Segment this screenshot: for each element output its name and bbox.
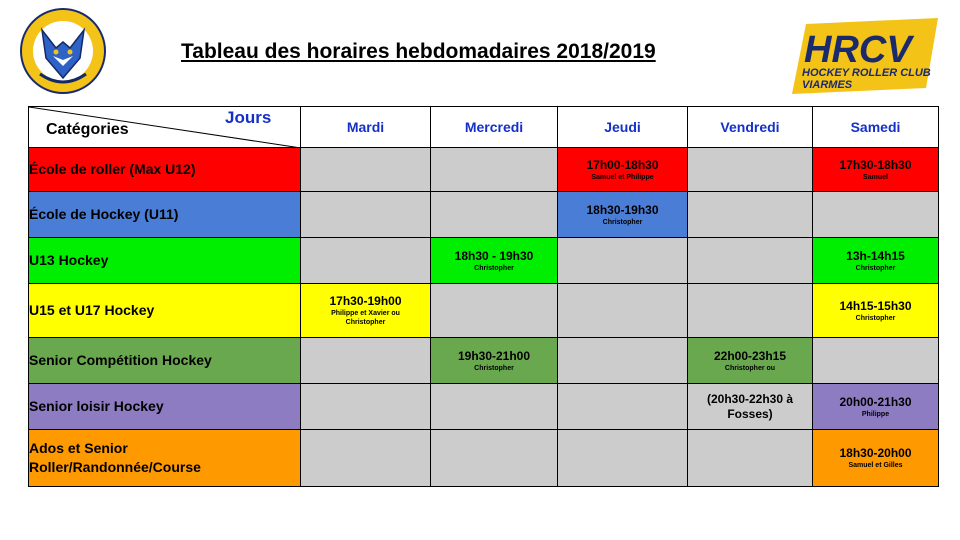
schedule-row: [29, 148, 939, 192]
slot-coach: Christopher: [855, 264, 896, 272]
schedule-slot: [301, 238, 431, 284]
category-label: U13 Hockey: [29, 252, 109, 268]
schedule-slot: [301, 430, 431, 487]
schedule-slot: [558, 192, 688, 238]
club-logo-hrcv: [792, 18, 938, 94]
schedule-slot: [688, 338, 813, 384]
schedule-slot: [558, 238, 688, 284]
slot-time: 18h30-20h00: [839, 446, 912, 460]
category-label: École de Hockey (U11): [29, 206, 179, 222]
schedule-slot: [558, 384, 688, 430]
days-label: Jours: [225, 108, 272, 127]
schedule-slot: [688, 384, 813, 430]
category-label: Senior Compétition Hockey: [29, 352, 212, 368]
schedule-slot: [813, 192, 939, 238]
schedule-slot: [688, 192, 813, 238]
slot-coach: Christopher: [474, 264, 514, 272]
category-cell: [29, 238, 301, 284]
slot-time: 20h00-21h30: [839, 394, 912, 409]
day-header-mercredi: Mercredi: [431, 107, 558, 148]
schedule-row: [29, 284, 939, 338]
slot-time: 17h30-19h00: [329, 294, 402, 308]
logo-hrcv-line1: HOCKEY ROLLER CLUB: [802, 67, 931, 79]
slot-time: 13h-14h15: [846, 248, 905, 263]
schedule-slot: [813, 338, 939, 384]
schedule-slot: [431, 430, 558, 487]
category-cell: [29, 430, 301, 487]
schedule-row: [29, 430, 939, 487]
category-cell: [29, 338, 301, 384]
schedule-slot: [558, 148, 688, 192]
schedule-slot: [813, 430, 939, 487]
category-label: Ados et Senior Roller/Randonnée/Course: [29, 440, 201, 475]
schedule-slot: [431, 238, 558, 284]
schedule-slot: [301, 284, 431, 338]
day-header-mardi: Mardi: [301, 107, 431, 148]
slot-coach: Samuel et Gilles: [848, 462, 903, 469]
schedule-row: [29, 238, 939, 284]
schedule-slot: [813, 284, 939, 338]
slot-time: 19h30-21h00: [457, 348, 531, 363]
schedule-slot: [431, 148, 558, 192]
club-logo-goupils: [20, 8, 106, 94]
logo-hrcv-line2: VIARMES: [802, 79, 853, 91]
category-cell: [29, 148, 301, 192]
slot-coach: Samuel: [863, 173, 888, 181]
slot-coach: Philippe et Xavier ou Christopher: [331, 310, 400, 326]
slot-coach: Christopher: [855, 314, 896, 322]
schedule-slot: [688, 430, 813, 487]
category-label: Senior loisir Hockey: [29, 398, 164, 414]
schedule-slot: [688, 284, 813, 338]
slot-coach: Philippe: [861, 410, 890, 418]
schedule-slot: [301, 148, 431, 192]
schedule-table: [28, 106, 939, 487]
schedule-slot: [301, 338, 431, 384]
page-title: Tableau des horaires hebdomadaires 2018/2019: [181, 40, 656, 63]
schedule-row: [29, 384, 939, 430]
header-row: [29, 107, 939, 148]
schedule-slot: [431, 192, 558, 238]
day-header-vendredi: Vendredi: [688, 107, 813, 148]
slot-coach: Christopher ou: [724, 364, 776, 372]
schedule-slot: [813, 148, 939, 192]
schedule-slot: [813, 238, 939, 284]
slot-time: 14h15-15h30: [839, 298, 912, 313]
schedule-slot: [558, 338, 688, 384]
category-cell: [29, 284, 301, 338]
day-header-samedi: Samedi: [813, 107, 939, 148]
schedule-row: [29, 338, 939, 384]
category-cell: [29, 384, 301, 430]
slot-time: (20h30-22h30 à Fosses): [706, 391, 794, 421]
schedule-slot: [688, 238, 813, 284]
schedule-slot: [558, 284, 688, 338]
slot-coach: Christopher: [602, 218, 643, 226]
category-label: U15 et U17 Hockey: [29, 302, 155, 318]
schedule-slot: [431, 284, 558, 338]
schedule-slot: [431, 384, 558, 430]
corner-header: [29, 107, 301, 148]
schedule-slot: [301, 384, 431, 430]
schedule-row: [29, 192, 939, 238]
slot-time: 17h30-18h30: [839, 157, 912, 172]
categories-label: Catégories: [46, 121, 129, 138]
slot-coach: Christopher: [474, 364, 514, 372]
category-cell: [29, 192, 301, 238]
schedule-slot: [688, 148, 813, 192]
logo-hrcv-main: HRCV: [804, 29, 912, 71]
category-label: École de roller (Max U12): [29, 161, 196, 177]
schedule-slot: [301, 192, 431, 238]
schedule-slot: [431, 338, 558, 384]
schedule-slot: [558, 430, 688, 487]
slot-time: 22h00-23h15: [713, 348, 787, 363]
slot-time: 17h00-18h30: [586, 157, 659, 172]
slot-coach: Samuel et Philippe: [591, 173, 654, 181]
slot-time: 18h30-19h30: [586, 202, 659, 217]
slot-time: 18h30 - 19h30: [454, 248, 534, 263]
day-header-jeudi: Jeudi: [558, 107, 688, 148]
schedule-slot: [813, 384, 939, 430]
